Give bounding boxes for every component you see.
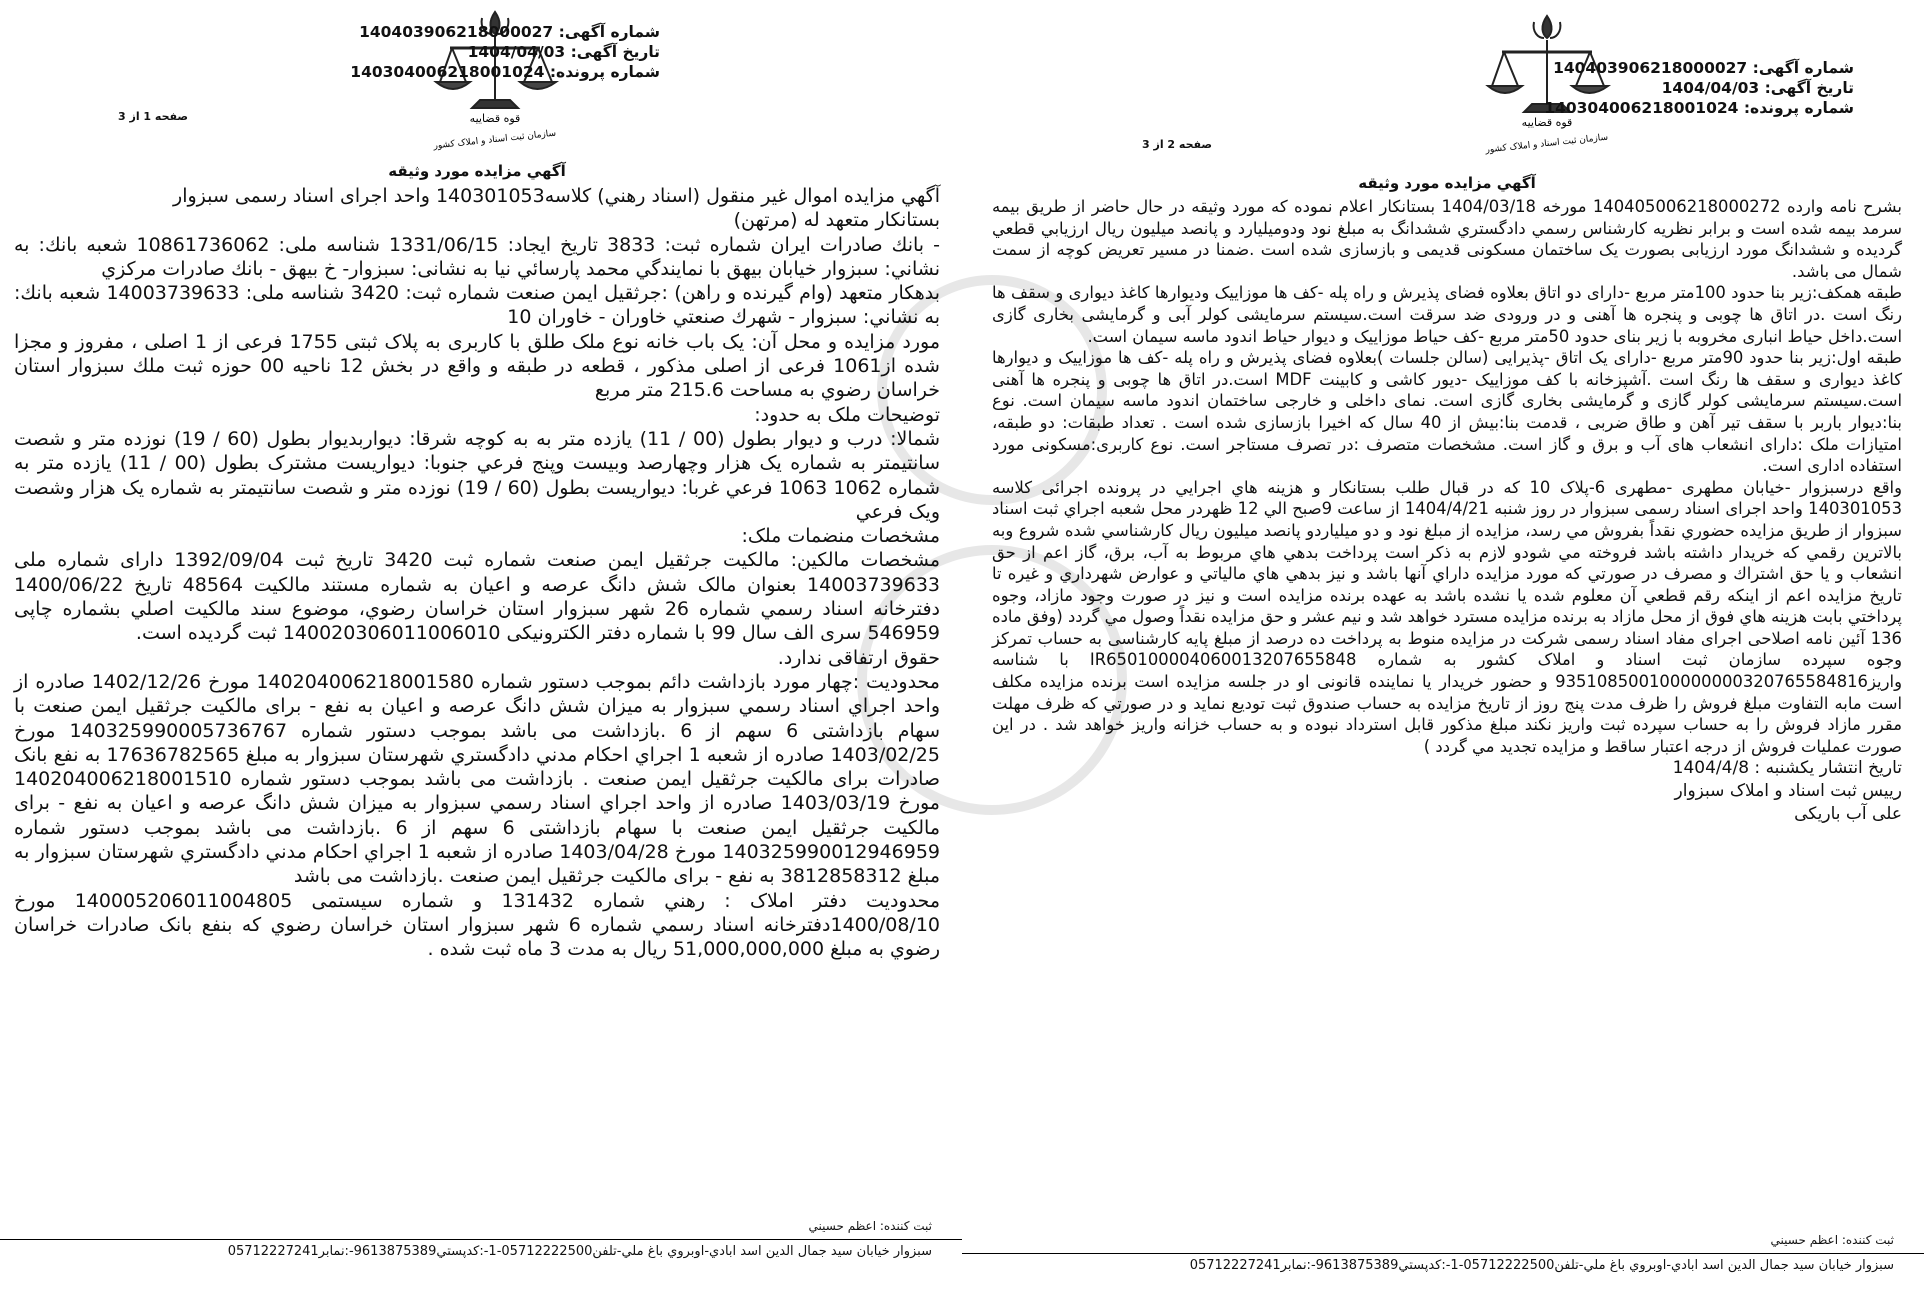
ad-date-row: تاریخ آگهی: 1404/04/03: [467, 43, 660, 61]
ad-date-row: تاریخ آگهی: 1404/04/03: [1661, 79, 1854, 97]
page-footer: [962, 1233, 1924, 1273]
case-number: 140304006218001024: [1544, 99, 1739, 117]
registrar: ثبت کننده: اعظم حسيني: [1770, 1233, 1894, 1247]
body-paragraph: توضيحات ملک به حدود:: [754, 403, 940, 426]
body-paragraph: محدوديت دفتر املاک : رهني شماره 131432 و شماره سيستمی 140005206011004805 مورخ 1400/08/10دفترخانه اسناد رسمي شماره 6 شهر سبزوار استان خراسان رضوي که بنفع بانک صادرات خراسان رضوي به مبلغ 51,000,000,000 ريال به مدت 3 ماه ثبت شده .: [14, 889, 940, 961]
body-paragraph: بستانكار متعهد له (مرتهن): [733, 209, 940, 232]
page-header: [992, 0, 1902, 168]
notice-body: [14, 184, 940, 962]
emblem-caption-top: قوه قضاییه: [1521, 116, 1573, 129]
ad-number: 140403906218000027: [359, 23, 554, 41]
notice-title: آگهي مزايده مورد وثيقه: [388, 162, 566, 180]
body-paragraph: واقع درسبزوار -خيابان مطهری -مطهری 6-پلاک 10 که در قبال طلب بستانكار و هزينه هاي اجرايي در پرونده اجرائی کلاسه 140301053 واحد اجرای اسناد رسمی سبزوار در روز شنبه 1404/4/21 از ساعت 9صبح الي 12 ظهردر محل شعبه اجراي ثبت اسناد سبزوار از طريق مزايده حضوري نقداً بفروش مي رسد، مزايده از مبلغ نود و دو ميلياردو پانصد ميليون ريال کارشناسي شده شروع وبه بالاترين رقمي كه خريدار داشته باشد فروخته مي شودو لازم به ذكر است پرداخت بدهي هاي مربوط به آب، برق، گاز اعم از حق انشعاب و يا حق اشتراك و مصرف در صورتي كه مورد مزايده داراي آنها باشد و نيز بدهي هاي مالياتي و عوارض شهرداري و غيره تا تاريخ مزايده اعم از اينكه رقم قطعي آن معلوم شده يا نشده باشد به عهده برنده مزايده است و نيز در صورت وجود مازاد، وجوه پرداختي بابت هزينه هاي فوق از محل مازاد به برنده مزايده مسترد خواهد شد و نيم عشر و حق مزايده نقداً وصول مي گردد (وفق ماده 136 آئين نامه اصلاحی اجرای مفاد اسناد رسمی شرکت در مزايده منوط به پرداخت ده درصد از مبلغ پايه کارشناسی به حساب تمرکز وجوه سپرده سازمان ثبت اسناد و املاک کشور به شماره IR650100004060013207655848 با شناسه واريز935108500100000000320765584816 و حضور خريدار يا نماينده قانونی او در جلسه مزايده است برنده مزايده مکلف است مابه التفاوت مبلغ فروش را ظرف مدت پنج روز از تاريخ مزايده به حساب صندوق ثبت توديع نمايد و در صورتي كه ظرف مهلت مقرر مازاد فروش را به حساب سپرده ثبت واريز نكند مبلغ مذكور قابل استرداد نبوده و به حساب خزانه واريز خواهد شد . در اين صورت عمليات فروش از درجه اعتبار ساقط و مزايده تجديد مي گردد ): [992, 477, 1903, 756]
emblem-caption-bottom: سازمان ثبت اسناد و املاک کشور: [433, 128, 557, 152]
body-paragraph: آگهي مزايده اموال غير منقول (اسناد رهني) کلاسه140301053 واحد اجرای اسناد رسمی سبزوار: [173, 185, 940, 207]
office-address: سبزوار خيابان سيد جمال الدين اسد ابادي-اوبروي باغ ملي-تلفن05712222500-1-:كدپستي9613875389-:نمابر05712227241: [962, 1253, 1924, 1273]
ad-number-row: شماره آگهی: 140403906218000027: [359, 23, 660, 41]
emblem-caption-bottom: سازمان ثبت اسناد و املاک کشور: [1485, 132, 1609, 156]
notice-body: [992, 196, 1902, 757]
page-header: [14, 0, 940, 168]
case-number-row: شماره پرونده: 140304006218001024: [1544, 99, 1854, 117]
signature-title: رييس ثبت اسناد و املاک سبزوار: [1674, 781, 1902, 802]
notice-meta: [1544, 58, 1854, 118]
page-number: صفحه 1 از 3: [118, 110, 189, 123]
notice-meta: [350, 22, 660, 82]
body-paragraph: بدهكار متعهد (وام گيرنده و راهن) :جرثقيل ايمن صنعت شماره ثبت: 3420 شناسه ملی: 14003739633 شعبه بانك: به نشاني: سبزوار - شهرك صنعتي خاوران - خاوران 10: [14, 282, 941, 329]
signature-block: [992, 757, 1902, 826]
body-paragraph: - بانك صادرات ايران شماره ثبت: 3833 تاريخ ايجاد: 1331/06/15 شناسه ملی: 10861736062 شعبه بانك: به نشاني: سبزوار خيابان بيهق با نمايندگي محمد پارسائي نيا به نشانی: سبزوار- خ بيهق - بانك صادرات مرکزي: [14, 233, 940, 280]
page-footer: [0, 1219, 962, 1259]
case-number-row: شماره پرونده: 140304006218001024: [350, 63, 660, 81]
notice-title: آگهي مزايده مورد وثيقه: [1358, 174, 1536, 192]
body-paragraph: شمالا: درب و ديوار بطول (00 / 11) يازده متر به به کوچه شرقا: ديواربديوار بطول (60 / 19) نوزده متر و شصت سانتيمتر به شماره يک هزار وچهارصد وبيست وپنج فرعي جنوبا: ديواريست مشترک بطول (00 / 11) يازده متر به شماره 1062 1063 فرعي غربا: ديواريست بطول (60 / 19) نوزده متر و شصت سانتيمتر به شماره يک هزار وشصت ويک فرعي: [14, 427, 941, 523]
signature-name: علی آب باريکی: [1794, 804, 1902, 825]
office-address: سبزوار خيابان سيد جمال الدين اسد ابادي-اوبروي باغ ملي-تلفن05712222500-1-:كدپستي9613875389-:نمابر05712227241: [0, 1239, 962, 1259]
ad-date: 1404/04/03: [1661, 79, 1760, 97]
body-paragraph: مورد مزايده و محل آن: يک باب خانه نوع ملک طلق با کاربری به پلاک ثبتی 1755 فرعی از 1 اصلی ، مفروز و مجزا شده از1061 فرعی از اصلی مذکور ، قطعه در طبقه و واقع در بخش 12 ناحيه 00 حوزه ثبت ملك سبزوار استان خراسان رضوي به مساحت 215.6 متر مربع: [14, 330, 941, 402]
notice-page-2: [962, 0, 1924, 1311]
body-paragraph: بشرح نامه وارده 140405006218000272 مورخه 1404/03/18 بستانکار اعلام نموده که مورد وثيقه در حال حاضر از طريق بيمه سرمد بيمه شده است و برابر نظريه کارشناس رسمي دادگستري ششدانگ به مبلغ نود ودوميليارد و پانصد ميليون ريال ارزيابي قطعي گرديده و ششدانگ مورد ارزيابی بصورت يک ساختمان مسکونی قديمی و بازسازی شده است .ضمنا در مسير تعريض کوچه از سمت شمال می باشد.: [992, 197, 1902, 281]
body-paragraph: مشخصات مالکين: مالکيت جرثقيل ايمن صنعت شماره ثبت 3420 تاريخ ثبت 1392/09/04 دارای شماره ملی 14003739633 بعنوان مالک شش دانگ عرصه و اعيان به شماره مستند مالکيت 48564 تاريخ 1400/06/22 دفترخانه اسناد رسمي شماره 26 شهر سبزوار استان خراسان رضوي، موضوع سند مالکيت اصلي بشماره چاپی 546959 سری الف سال 99 با شماره دفتر الکترونيکی 140020306011006010 ثبت گرديده است.: [14, 549, 941, 645]
body-paragraph: طبقه همکف:زير بنا حدود 100متر مربع -دارای دو اتاق بعلاوه فضای پذيرش و راه پله -کف ها موزاييک وديوارها کاغذ ديواری و سقف ها رنگ است .در اتاق ها چوبی و پنجره ها آهنی و در ورودی ضد سرقت است.سيستم سرمايشی کولر آبی و گرمايشی بخاری گازی است.داخل حياط انباری مخروبه با زير بنای حدود 50متر مربع -کف حياط موزاييک و ديوار حياط اندود ماسه سيمان است.: [992, 283, 1902, 346]
registrar: ثبت کننده: اعظم حسيني: [808, 1219, 932, 1233]
emblem-caption-top: قوه قضاییه: [469, 112, 521, 125]
ad-date: 1404/04/03: [467, 43, 566, 61]
ad-number: 140403906218000027: [1553, 59, 1748, 77]
body-paragraph: مشخصات منضمات ملک:: [741, 525, 940, 548]
page-number: صفحه 2 از 3: [1142, 138, 1213, 151]
case-number: 140304006218001024: [350, 63, 545, 81]
body-paragraph: طبقه اول:زير بنا حدود 90متر مربع -دارای يک اتاق -پذيرايی (سالن جلسات )بعلاوه فضای پذيرش و راه پله -کف ها موزاييک و ديوارها کاغذ ديواری و سقف ها رنگ است .آشپزخانه با کف موزاييک -ديور کاشی و کابينت MDF است.در اتاق ها چوبی و پنجره ها آهنی است.سيستم سرمايشی کولر گازی و گرمايشی بخاری گازی است. نمای داخلی و خارجی ساختمان اندود ماسه سيمان است. نوع بنا:ديوار باربر با سقف تير آهن و طاق ضربی ، قدمت بنا:بيش از 40 سال که اخيرا بازسازی شده است . تعداد طبقات: دو طبقه، امتيازات ملک :دارای انشعاب های آب و برق و گاز است. مشخصات متصرف :در تصرف مستاجر است. نوع کاربری:مسکونی مورد استفاده اداری است.: [992, 348, 1902, 476]
body-paragraph: محدوديت :چهار مورد بازداشت دائم بموجب دستور شماره 140204006218001580 مورخ 1402/12/26 صادره از واحد اجراي اسناد رسمي سبزوار به ميزان شش دانگ عرصه و اعيان به نفع - برای مالکيت جرثقيل ايمن صنعت با سهام بازداشتی 6 سهم از 6 .بازداشت می باشد بموجب دستور شماره 140325990005736767 مورخ 1403/02/25 صادره از شعبه 1 اجراي احکام مدني دادگستري شهرستان سبزوار به مبلغ 17636782565 به نفع بانک صادرات برای مالکيت جرثقيل ايمن صنعت . بازداشت می باشد بموجب دستور شماره 140204006218001510 مورخ 1403/03/19 صادره از واحد اجراي اسناد رسمي سبزوار به ميزان شش دانگ عرصه و اعيان به نفع - برای مالکيت جرثقيل ايمن صنعت با سهام بازداشتی 6 سهم از 6 .بازداشت می باشد بموجب دستور شماره 140325990012946959 مورخ 1403/04/28 صادره از شعبه 1 اجراي احکام مدني دادگستري شهرستان سبزوار به مبلغ 3812858312 به نفع - برای مالکيت جرثقيل ايمن صنعت .بازداشت می باشد: [14, 670, 940, 888]
publish-date: تاريخ انتشار يکشنبه : 1404/4/8: [1672, 758, 1902, 779]
body-paragraph: حقوق ارتفاقی ندارد.: [777, 646, 940, 669]
ad-number-row: شماره آگهی: 140403906218000027: [1553, 59, 1854, 77]
